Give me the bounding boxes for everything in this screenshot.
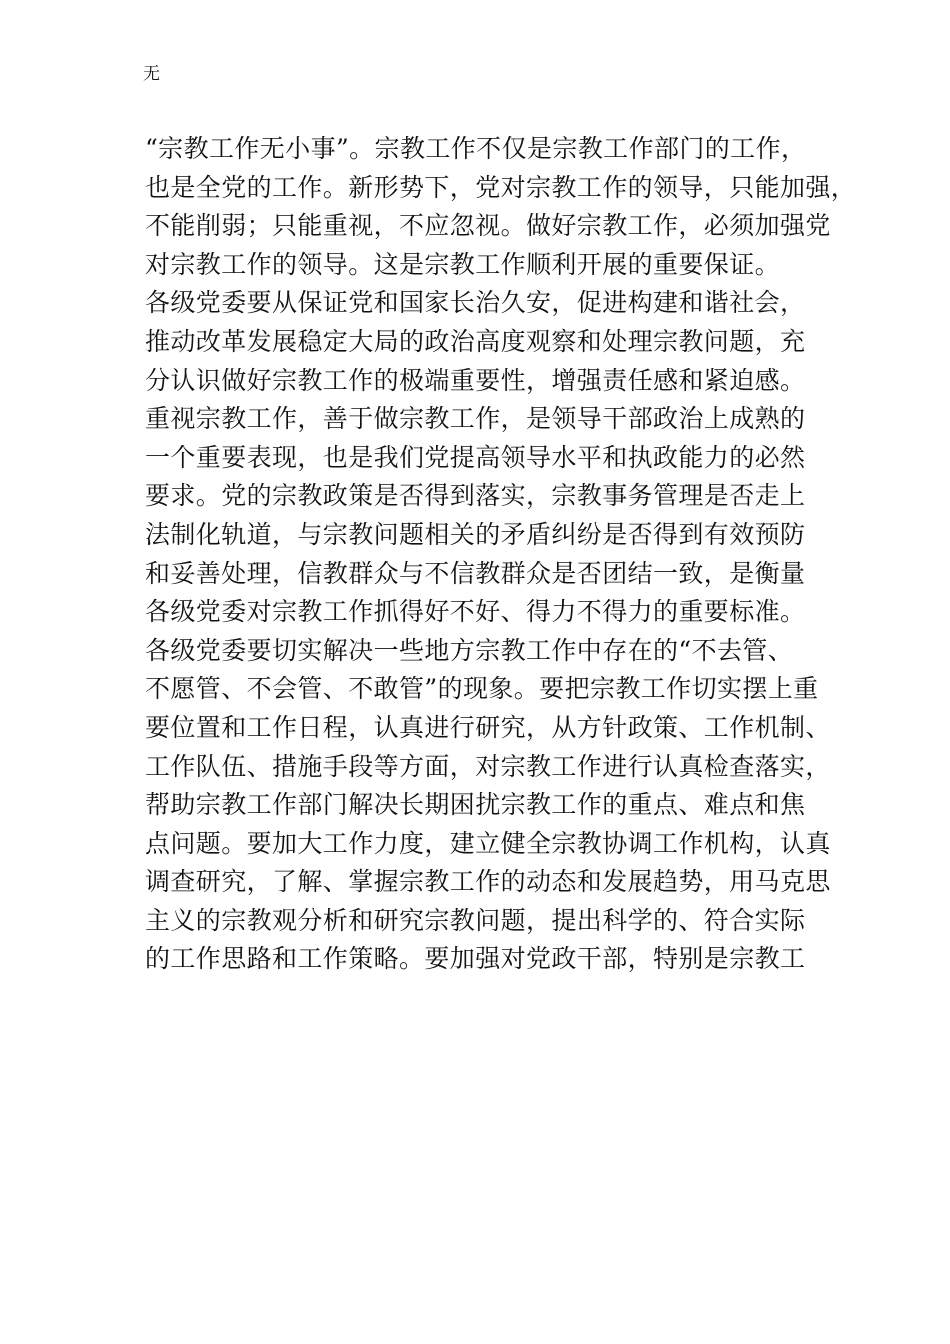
text-line: 各级党委对宗教工作抓得好不好、得力不得力的重要标准。 (145, 597, 806, 627)
text-line: 推动改革发展稳定大局的政治高度观察和处理宗教问题，充 (145, 326, 806, 356)
text-line: 主义的宗教观分析和研究宗教问题，提出科学的、符合实际 (145, 905, 806, 935)
text-line: 不愿管、不会管、不敢管”的现象。要把宗教工作切实摆上重 (145, 674, 819, 704)
page-header: 无 (143, 64, 160, 84)
text-line: 各级党委要从保证党和国家长治久安，促进构建和谐社会， (145, 288, 806, 318)
text-line: 调查研究，了解、掌握宗教工作的动态和发展趋势，用马克思 (145, 867, 831, 897)
text-line: 不能削弱；只能重视，不应忽视。做好宗教工作，必须加强党 (145, 211, 831, 241)
text-line: 对宗教工作的领导。这是宗教工作顺利开展的重要保证。 (145, 249, 781, 279)
text-line: 也是全党的工作。新形势下，党对宗教工作的领导，只能加强， (145, 172, 857, 202)
document-body (145, 130, 857, 979)
text-line: 帮助宗教工作部门解决长期困扰宗教工作的重点、难点和焦 (145, 790, 806, 820)
text-line: “宗教工作无小事”。宗教工作不仅是宗教工作部门的工作， (145, 134, 807, 163)
text-line: 点问题。要加大工作力度，建立健全宗教协调工作机构，认真 (145, 828, 831, 858)
text-line: 重视宗教工作，善于做宗教工作，是领导干部政治上成熟的 (145, 404, 806, 434)
text-line: 一个重要表现，也是我们党提高领导水平和执政能力的必然 (145, 442, 806, 472)
text-line: 要求。党的宗教政策是否得到落实，宗教事务管理是否走上 (145, 481, 806, 511)
text-line: 要位置和工作日程，认真进行研究，从方针政策、工作机制、 (145, 712, 831, 742)
text-line: 工作队伍、措施手段等方面，对宗教工作进行认真检查落实， (145, 751, 831, 781)
text-line: 各级党委要切实解决一些地方宗教工作中存在的“不去管、 (145, 635, 794, 665)
text-line: 分认识做好宗教工作的极端重要性，增强责任感和紧迫感。 (145, 365, 806, 395)
text-line: 的工作思路和工作策略。要加强对党政干部，特别是宗教工 (145, 944, 806, 974)
text-line: 和妥善处理，信教群众与不信教群众是否团结一致，是衡量 (145, 558, 806, 588)
text-line: 法制化轨道，与宗教问题相关的矛盾纠纷是否得到有效预防 (145, 519, 806, 549)
